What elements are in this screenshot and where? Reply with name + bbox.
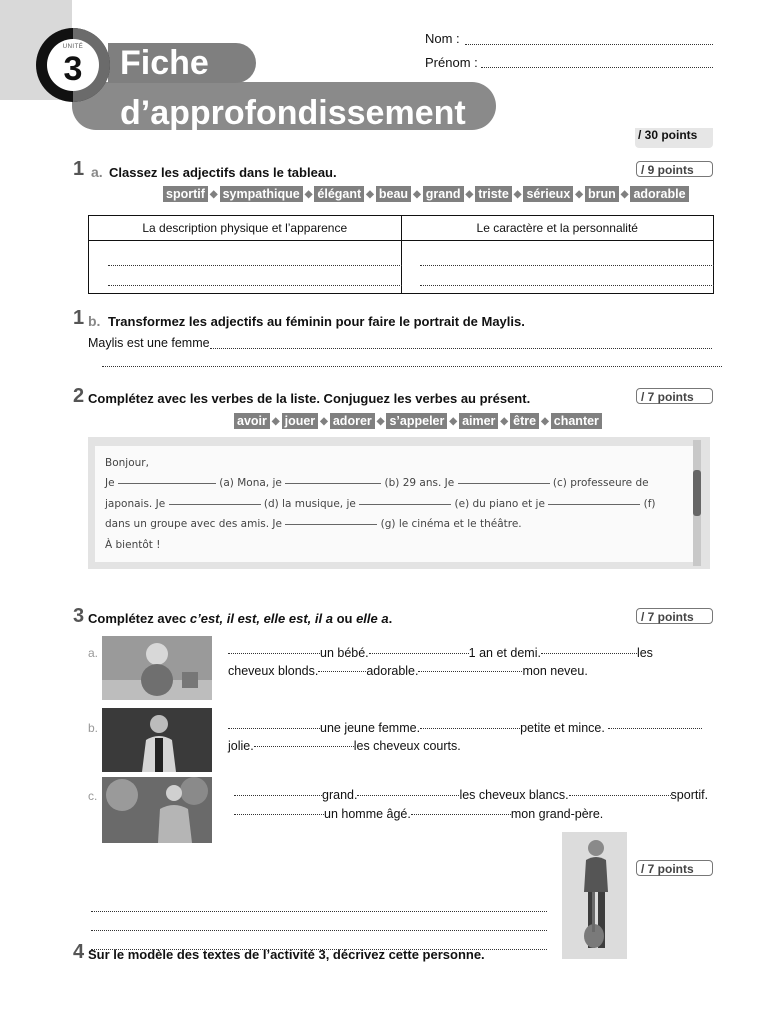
woman-photo <box>102 708 212 772</box>
title-line2: d’approfondissement <box>120 94 466 132</box>
table-header-physical: La description physique et l’apparence <box>89 216 402 241</box>
answer-line[interactable] <box>91 949 547 950</box>
table-header-character: Le caractère et la personnalité <box>401 216 714 241</box>
word-chip: adorable <box>630 186 688 202</box>
blank[interactable] <box>228 728 320 729</box>
letter-line2: japonais. Je (d) la musique, je (e) du piano et je (f) <box>105 498 656 510</box>
word-chip: grand <box>423 186 464 202</box>
q3a-label: a. <box>88 646 99 660</box>
q3c-line1: grand. les cheveux blancs. sportif. <box>234 788 708 802</box>
word-chip: aimer <box>459 413 498 429</box>
blank-a[interactable] <box>118 483 216 484</box>
word-chip: élégant <box>314 186 364 202</box>
word-chip: être <box>510 413 539 429</box>
blank[interactable] <box>234 795 322 796</box>
answer-line[interactable] <box>108 285 402 286</box>
blank-b[interactable] <box>285 483 381 484</box>
q3b-label: b. <box>88 721 99 735</box>
word-chip: sportif <box>163 186 208 202</box>
nom-label: Nom : <box>425 31 460 46</box>
q3-number: 3 <box>73 605 85 627</box>
letter-closing: À bientôt ! <box>105 539 161 551</box>
blank[interactable] <box>608 728 702 729</box>
answer-line[interactable] <box>91 911 547 912</box>
blank[interactable] <box>369 653 469 654</box>
answer-line[interactable] <box>108 265 402 266</box>
q1a-sub: a. <box>91 164 103 180</box>
blank[interactable] <box>318 671 366 672</box>
unit-number: 3 <box>63 50 83 88</box>
q1b-sub: b. <box>88 313 101 329</box>
title-line1: Fiche <box>120 44 209 82</box>
blank[interactable] <box>418 671 522 672</box>
blank[interactable] <box>541 653 637 654</box>
q1a-number: 1 <box>73 158 85 180</box>
q2-number: 2 <box>73 385 85 407</box>
blank[interactable] <box>420 728 520 729</box>
prenom-field[interactable] <box>481 67 713 68</box>
unit-label: UNITÉ <box>62 44 84 50</box>
grandfather-photo <box>102 777 212 843</box>
prenom-label: Prénom : <box>425 55 478 70</box>
answer-line[interactable] <box>102 366 722 367</box>
q4-number: 4 <box>73 941 85 963</box>
nom-field[interactable] <box>465 44 713 45</box>
q3a-line1: un bébé. 1 an et demi. les <box>228 646 653 660</box>
blank-e[interactable] <box>359 504 451 505</box>
q1b-prompt: Maylis est une femme <box>88 336 210 350</box>
q2-word-list: avoir ◆ jouer ◆ adorer ◆ s’appeler ◆ aimer ◆ être ◆ chanter <box>234 413 602 429</box>
blank[interactable] <box>234 814 324 815</box>
blank[interactable] <box>569 795 671 796</box>
q1a-points: / 9 points <box>636 161 713 177</box>
q3c-label: c. <box>88 789 98 803</box>
blank-g[interactable] <box>285 524 377 525</box>
q2-instruction: Complétez avec les verbes de la liste. Conjuguez les verbes au présent. <box>88 391 531 406</box>
q4-instruction: Sur le modèle des textes de l’activité 3, décrivez cette personne. <box>88 947 485 962</box>
q3b-line1: une jeune femme. petite et mince. <box>228 721 702 735</box>
answer-line[interactable] <box>91 930 547 931</box>
q3-instruction: Complétez avec c’est, il est, elle est, il a ou elle a. <box>88 611 393 626</box>
q1a-instruction: Classez les adjectifs dans le tableau. <box>109 165 337 180</box>
blank-c[interactable] <box>458 483 550 484</box>
letter-line3: dans un groupe avec des amis. Je (g) le cinéma et le théâtre. <box>105 518 522 530</box>
q2-points: / 7 points <box>636 388 713 404</box>
word-chip: triste <box>475 186 512 202</box>
q3b-line2: jolie. les cheveux courts. <box>228 739 461 753</box>
answer-line[interactable] <box>420 285 714 286</box>
baby-photo <box>102 636 212 700</box>
blank[interactable] <box>228 653 320 654</box>
blank[interactable] <box>411 814 511 815</box>
letter-greeting: Bonjour, <box>105 457 149 469</box>
q1a-word-list: sportif ◆ sympathique ◆ élégant ◆ beau ◆ grand ◆ triste ◆ sérieux ◆ brun ◆ adorable <box>163 186 689 202</box>
word-chip: s’appeler <box>386 413 447 429</box>
total-points: / 30 points <box>635 128 713 148</box>
word-chip: jouer <box>282 413 319 429</box>
word-chip: sérieux <box>523 186 573 202</box>
answer-line[interactable] <box>210 348 712 349</box>
blank-d[interactable] <box>169 504 261 505</box>
q4-points: / 7 points <box>636 860 713 876</box>
adjectives-table <box>88 215 714 294</box>
word-chip: sympathique <box>220 186 303 202</box>
guitarist-photo <box>562 832 627 959</box>
q3-points: / 7 points <box>636 608 713 624</box>
q1b-instruction: Transformez les adjectifs au féminin pour faire le portrait de Maylis. <box>108 314 525 329</box>
q3a-line2: cheveux blonds. adorable. mon neveu. <box>228 664 588 678</box>
letter-scroll-thumb[interactable] <box>693 470 701 516</box>
q3c-line2: un homme âgé. mon grand-père. <box>234 807 603 821</box>
word-chip: adorer <box>330 413 375 429</box>
blank[interactable] <box>254 746 354 747</box>
blank-f[interactable] <box>548 504 640 505</box>
answer-line[interactable] <box>420 265 714 266</box>
word-chip: chanter <box>551 413 602 429</box>
word-chip: avoir <box>234 413 270 429</box>
q1b-number: 1 <box>73 307 85 329</box>
word-chip: beau <box>376 186 411 202</box>
blank[interactable] <box>357 795 459 796</box>
word-chip: brun <box>585 186 619 202</box>
letter-line1: Je (a) Mona, je (b) 29 ans. Je (c) professeure de <box>105 477 649 489</box>
